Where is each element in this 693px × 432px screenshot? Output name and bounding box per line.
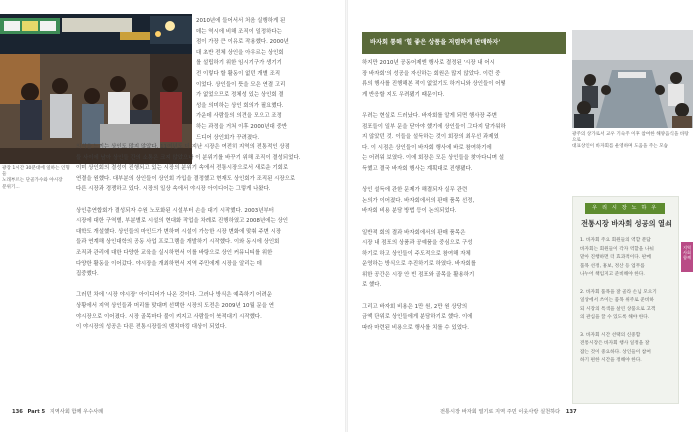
left-folio	[12, 408, 103, 415]
left-folio-part: Part 5	[27, 409, 46, 415]
right-folio-title: 전통시장 바자회 열기로 지역 주민 이웃사랑 실천하다	[440, 409, 561, 415]
knowhow-sidebox	[572, 196, 679, 404]
chapter-side-tab: 지역 사회 함께	[681, 242, 693, 272]
right-photo-caption: 광주의 상가로서 교우 기숙주 이후 참여한 해양음식을 바탕으로 대표상인이 바자회를 운영하며 도움을 주는 모습	[572, 132, 689, 150]
left-photo-caption: 광장 1시간 30분대에 일하는 인형들 노래부르는 단골가수와 야시장 분위기...	[2, 166, 70, 190]
page-gutter	[345, 0, 348, 432]
left-page-number: 136	[12, 409, 23, 415]
right-folio	[440, 408, 577, 415]
right-body-column: 하지만 2010년 공동어제엔 행사로 결정된 '시장 내 어시 장 바자회'의 성공을 자신하는 회원은 많지 않았다. 이런 중 류의 행사를 진행해본 적이 없었기도 하거니와 상인들이 어떻 게 반응할 지도 우려됐기 때문이다. 우려는 현실로 드러났다. 바자회를 알게 되면 행사장 주변 점포들이 일부 문을 닫아야 했기에 상인들이 그다지 달가워하 지 않았던 것. 이들을 설득하는 것이 회장의 최우선 과제였 다. 이 시점은 상인들이 바자회 행사에 바로 참여하기에 는 어려워 보였다. 이에 회장은 모든 상인들을 찾아다니며 설 득했고 결국 바자회 행사는 계획대로 진행됐다. 상인 설득에 관한 문제가 해결되자 실무 관련 논의가 이어졌다. 바자회에서의 판매 품목 선정, 바자회 비용 분담 방법 등이 논의되었다. 일반적 회의 결과 바자회에서의 판매 품목은 시장 내 점포의 상품과 공예품을 중심으로 구성 하기로 하고 상인들이 주도적으로 참여해 자체 운영하는 방식으로 추진하기로 하였다. 바자회를 위한 공간은 시장 안 빈 점포와 골목을 활용하기 로 했다. 그리고 바자회 비용은 1만 원, 2만 원 상당의 금액 단위로 상인들에게 분담하기로 했다. 이에 따라 마련된 비용으로 행사를 치를 수 있었다.	[362, 60, 506, 331]
meeting-photo	[572, 30, 693, 128]
left-body-column-wide: 의식을 느끼는 상인도 많지 않았다. 11여년도 더 지난 시장은 여전히 지역의 전통적인 상점 들 사이에 남아 상인들 간의 소통은 크지 않았으나 이 분위기를 바꾸기 위해 조직이 결성되었다. 이미 상인회의 결성이 진행되고 있는 시장의 분위기 속에서 전통시장으로서 새로운 기회로 연결을 원했다. 대부분의 상인들이 상인회 가입을 결정했고 현재도 상인회가 조직된 시장으로 다른 시장과 경쟁하고 있다. 시장의 일상 속에서 야시장 아이디어는 그렇게 나왔다. 상인총연합회가 결성되자 수원 노포화된 시설부터 손을 대기 시작했다. 2003년부터 시장에 대한 구역별, 부분별로 시설의 현대화 작업을 차례로 진행하였고 2008년에는 상인 대학도 개설했다. 상인들의 마인드가 변하며 시설이 가능한 시장 변화에 맞춰 주변 시장 들과 연계해 상인대학의 공동 사업 프로그램을 개발하기 시작했다. 이와 동시에 상인회 조직과 관리에 대한 다양한 교육을 실시하면서 이를 바탕으로 상인 커뮤니티를 위한 다양한 활동을 이어갔다. 야시장을 개최하면서 지역 주민에게 시장을 알리는 데 집중했다. 그러던 차에 '시장 야시장' 아이디어가 나온 것이다. 그러나 방식은 예측하기 어려운 상황에서 지역 상인들과 머리를 맞대며 선택한 시장의 도전은 2009년 10월 문을 연 야시장으로 이어졌다. 시장 골목마다 불이 켜지고 사람들이 북적대기 시작했다. 이 야시장의 성공은 다른 전통시장들의 벤치마킹 대상이 되었다.	[76, 144, 301, 331]
sidebox-title: 전통시장 바자회 성공의 열쇠	[581, 219, 672, 228]
sidebox-body: 1. 바자회 주요 회원들의 역할 분담 바자회는 회원들이 각자 역할을 나눠 맡아 진행하면 더 효과적이다. 판매 품목 선정, 홍보, 정산 등 업무를 나누어 책임지고 준비해야 한다. 2. 바자회 품목을 잘 골라 손님 모으기 일상에서 쓰이는 품목 위주로 준비하 되 시장의 특색을 살린 상품으로 고객 의 관심을 끌 수 있도록 해야 한다. 3. 바자회 시간 선택의 신중함 전통시장은 바자회 행사 일정을 잘 잡는 것이 중요하다. 상인들이 참여 하기 편한 시간을 정해야 한다.	[580, 238, 657, 364]
sidebox-tag: 우 리 시 장 노 하 우	[585, 203, 665, 214]
section-heading: 바자회 통해 '힐 좋은 상품을 저렴하게 판매하자'	[362, 32, 566, 54]
left-folio-title: 지역사회 함께 우수사례	[49, 409, 104, 415]
right-page-number: 137	[565, 409, 577, 415]
left-body-column-top: 2010년에 들어서서 처음 실행하게 된 데는 역시에 비해 조직이 일정하다는 점이 가장 큰 이유로 작용했다. 2000년 대 초반 전체 상인을 아우르는 상인회 를 설립하기 위한 임시기구가 생기기 전 이렇다 할 활동이 없던 개별 조직 이었다. 상인들이 뜻을 모은 연결 고리 가 없었으므로 정체성 있는 상인회 결 성을 의미하는 상인 회의가 필요했다. 가운데 사람들의 의견을 모으고 조정 하는 과정을 거쳐 이후 2000년대 중반 드디어 상인회가 꾸려졌다.	[196, 18, 289, 141]
